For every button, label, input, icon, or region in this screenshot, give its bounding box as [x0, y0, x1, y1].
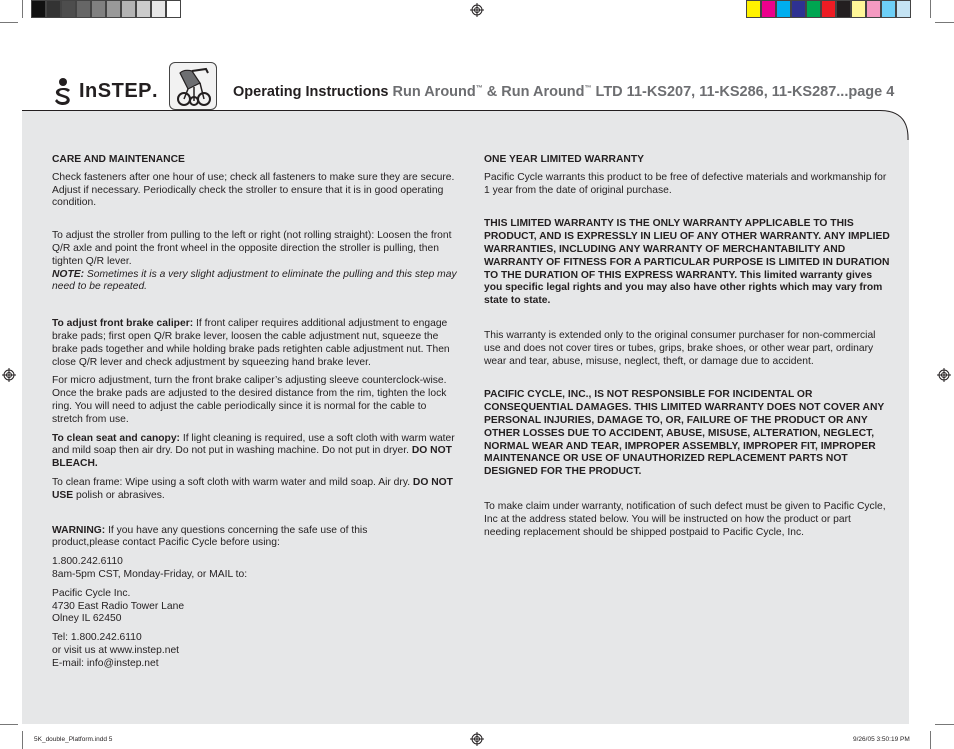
liability-paragraph: PACIFIC CYCLE, INC., IS NOT RESPONSIBLE FOR INCIDENTAL OR CONSEQUENTIAL DAMAGES. THIS LIMITED WARRANTY DOES NOT COVER ANY PERSONAL INJURIES, DAMAGE TO, OR, FAILURE OF THE PRODUCT OR ANY OTHER LOSSES DUE TO ACCIDENT, ABUSE, MISUSE, ALTERATION, NEGLECT, NORMAL WEAR AND TEAR, IMPROPER ASSEMBLY, IMPROPER FIT, IMPROPER MAINTENANCE OR USE OF UNAUTHORIZED REPLACEMENT PARTS NOT DESIGNED FOR THE PRODUCT. [484, 389, 885, 478]
registration-mark-icon [2, 368, 16, 382]
color-swatch [896, 0, 911, 18]
warranty-paragraph: Pacific Cycle warrants this product to be free of defective materials and workmanship for 1 year from the date of original purchase. [484, 171, 887, 196]
phone-hours: 8am-5pm CST, Monday-Friday, or MAIL to: [52, 568, 248, 580]
color-swatch [121, 0, 136, 18]
color-swatch [106, 0, 121, 18]
color-registration-bar [746, 0, 911, 18]
color-swatch [31, 0, 46, 18]
trim-mark [0, 22, 18, 23]
care-heading: CARE AND MAINTENANCE [52, 154, 185, 165]
address-line: Pacific Cycle Inc. [52, 587, 131, 599]
trim-mark [22, 731, 23, 749]
trim-mark [22, 0, 23, 18]
telephone: Tel: 1.800.242.6110 [52, 632, 142, 644]
color-swatch [151, 0, 166, 18]
micro-adjust-paragraph: For micro adjustment, turn the front brake caliper’s adjusting sleeve counterclock-wise. Once the brake pads are adjusted to the desired distance from the rim, tighten the lock ring. You will need to adjust the cable periodically since it is normal for the cable to stretch from use. [52, 375, 447, 425]
trim-mark [935, 22, 954, 23]
limited-warranty-paragraph: THIS LIMITED WARRANTY IS THE ONLY WARRANTY APPLICABLE TO THIS PRODUCT, AND IS EXPRESSLY IN LIEU OF ANY OTHER WARRANTY. ANY IMPLIED WARRANTIES, INCLUDING ANY WARRANTY OF MERCHANTABILITY AND WARRANTY OF FITNESS FOR A PARTICULAR PURPOSE IS LIMITED IN DURATION TO THE DURATION OF THIS EXPRESS WARRANTY. This limited warranty gives you specific legal rights and you may also have other rights which may vary from state to state. [484, 218, 890, 307]
footer-timestamp: 9/26/05 3:50:19 PM [853, 736, 910, 743]
color-swatch [76, 0, 91, 18]
color-swatch [166, 0, 181, 18]
panel-border [22, 110, 910, 140]
brake-paragraph: To adjust front brake caliper: If front caliper requires additional adjustment to engage brake pads; first open Q/R brake lever, loosen the cable adjustment nut, squeeze the brake pads together and while holding brake pads retighten cable adjustment nut. Then close Q/R lever and check adjustment by squeezing hand brake lever. [52, 318, 450, 368]
trim-mark [0, 724, 18, 725]
color-swatch [776, 0, 791, 18]
registration-mark-icon [470, 3, 484, 17]
registration-mark-icon [470, 732, 484, 746]
left-column [52, 154, 457, 671]
seat-cleaning-paragraph: To clean seat and canopy: If light cleaning is required, use a soft cloth with warm water and mild soap then air dry. Do not put in washing machine. Do not put in dryer. DO NOT BLEACH. [52, 432, 455, 470]
frame-cleaning-paragraph: To clean frame: Wipe using a soft cloth with warm water and mild soap. Air dry. DO NOT USE polish or abrasives. [52, 476, 453, 501]
instep-logo: InSTEP . [52, 77, 158, 105]
website: or visit us at www.instep.net [52, 644, 180, 656]
color-swatch [836, 0, 851, 18]
color-swatch [746, 0, 761, 18]
grayscale-registration-bar [31, 0, 181, 18]
color-swatch [136, 0, 151, 18]
trim-mark [935, 724, 954, 725]
color-swatch [61, 0, 76, 18]
adjust-paragraph: To adjust the stroller from pulling to the left or right (not rolling straight): Loosen the front Q/R axle and point the front wheel in the opposite direction the stroller is pulling, then tighten Q/R lever. [52, 230, 452, 267]
instep-logo-icon [52, 77, 74, 105]
warranty-extent-paragraph: This warranty is extended only to the original consumer purchaser for non-commercial use and does not cover tires or tubes, grips, brake shoes, or other wear part, ordinary wear and tear, abuse, misuse, neglect, theft, or damage due to accident. [484, 329, 876, 367]
color-swatch [821, 0, 836, 18]
color-swatch [866, 0, 881, 18]
color-swatch [46, 0, 61, 18]
address-line: Olney IL 62450 [52, 613, 122, 625]
registration-mark-icon [937, 368, 951, 382]
footer-filename: 5K_double_Platform.indd 5 [34, 736, 113, 743]
trim-mark [930, 731, 931, 749]
care-paragraph: Check fasteners after one hour of use; check all fasteners to make sure they are secure. Adjust if necessary. Periodically check the stroller to ensure that it is in good operating condition. [52, 171, 455, 209]
color-swatch [91, 0, 106, 18]
stroller-icon [169, 62, 217, 110]
right-column [484, 154, 890, 539]
logo-wordmark: InSTEP [79, 79, 153, 102]
color-swatch [791, 0, 806, 18]
address-line: 4730 East Radio Tower Lane [52, 600, 185, 612]
warning-paragraph: WARNING: If you have any questions concerning the safe use of this product,please contact Pacific Cycle before using: [52, 524, 368, 549]
page-title: Operating Instructions Run Around™ & Run Around™ LTD 11-KS207, 11-KS286, 11-KS287...page 4 [233, 84, 895, 100]
color-swatch [761, 0, 776, 18]
color-swatch [881, 0, 896, 18]
color-swatch [806, 0, 821, 18]
phone-number: 1.800.242.6110 [52, 556, 123, 568]
note-paragraph: NOTE: Sometimes it is a very slight adjustment to eliminate the pulling and this step may need to be repeated. [52, 268, 457, 293]
trim-mark [930, 0, 931, 18]
email: E-mail: info@instep.net [52, 657, 159, 669]
claim-paragraph: To make claim under warranty, notification of such defect must be given to Pacific Cycle, Inc at the address stated below. You will be instructed on how the product or part needing replacement should be shipped postpaid to Pacific Cycle, Inc. [484, 500, 886, 538]
color-swatch [851, 0, 866, 18]
warranty-heading: ONE YEAR LIMITED WARRANTY [484, 154, 644, 165]
